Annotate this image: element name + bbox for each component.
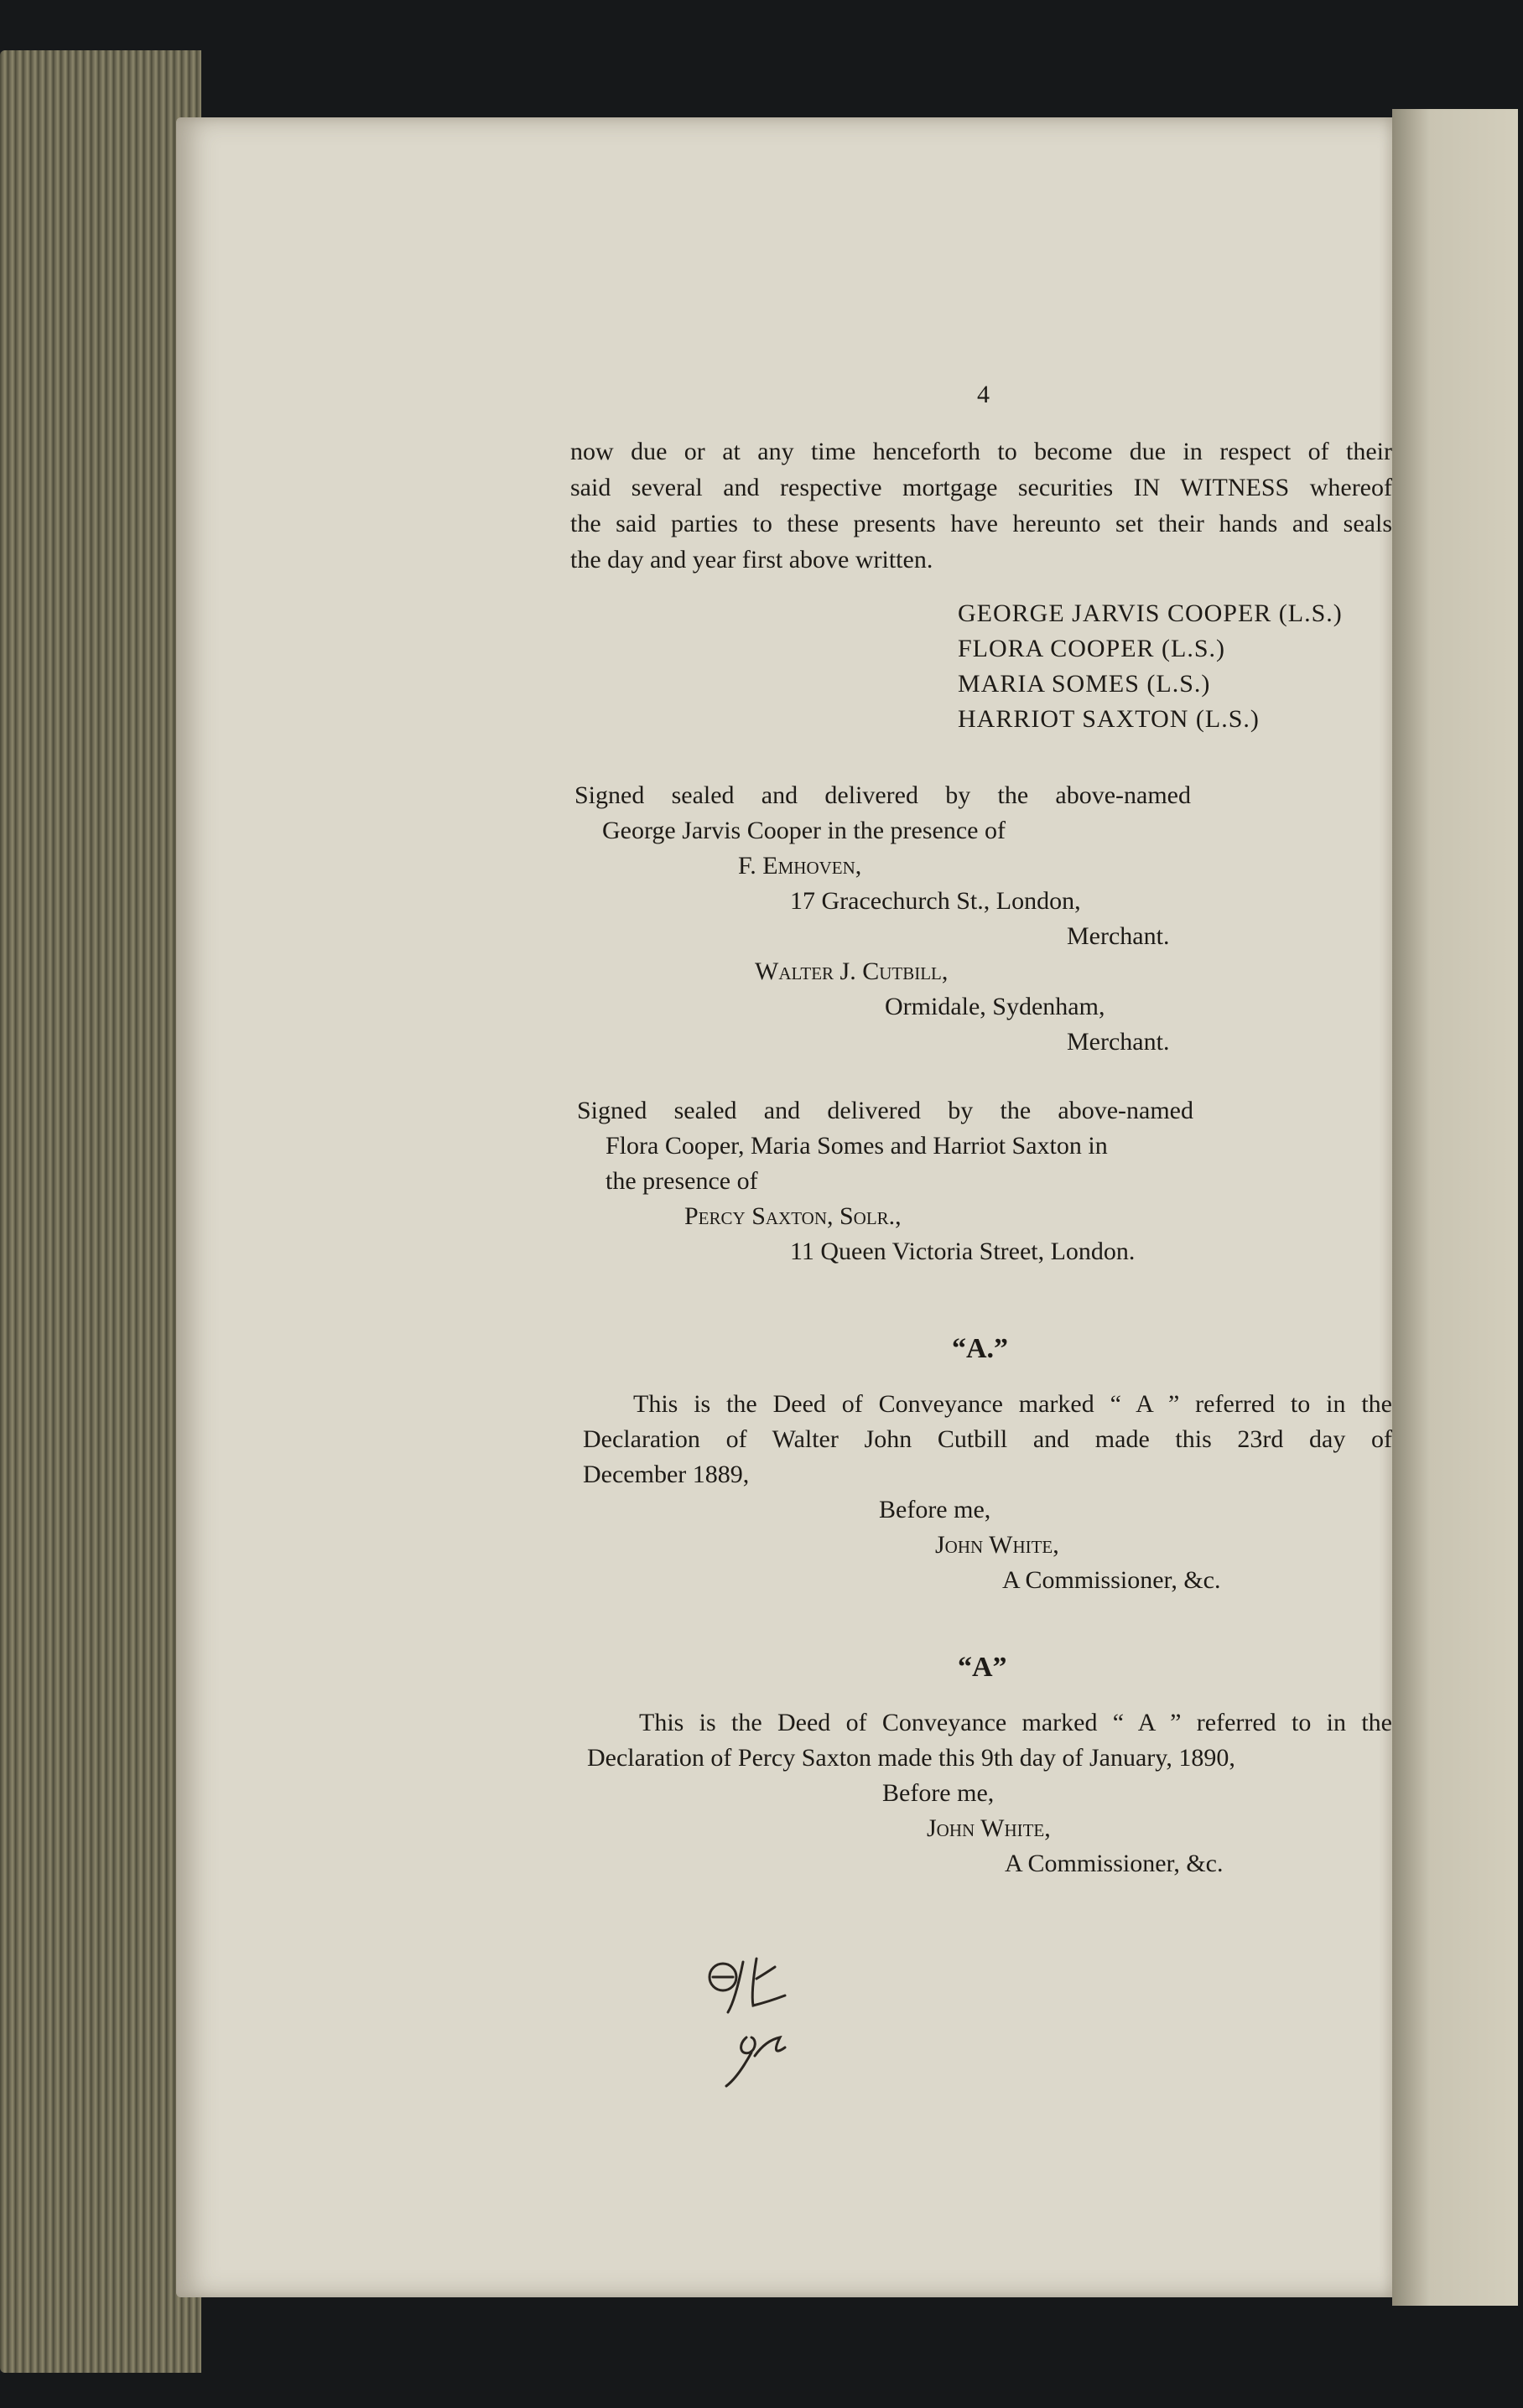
exhibit-heading: “A.” (952, 1333, 1009, 1364)
body-line: said several and respective mortgage securities IN WITNESS whereof (570, 474, 1392, 501)
body-line: the day and year first above written. (570, 546, 933, 573)
book-page-edges (0, 50, 201, 2373)
witness-address: 11 Queen Victoria Street, London. (790, 1238, 1136, 1265)
attestation-line: Signed sealed and delivered by the above-named (574, 781, 1191, 809)
attestation-line: the presence of (606, 1167, 758, 1195)
exhibit-heading: “A” (958, 1652, 1007, 1683)
document-page (176, 117, 1392, 2297)
attestation-line: Flora Cooper, Maria Somes and Harriot Saxton in (606, 1132, 1108, 1160)
witness-name: F. Emhoven, (738, 852, 862, 880)
witness-address: 17 Gracechurch St., London, (790, 887, 1081, 915)
exhibit-line: This is the Deed of Conveyance marked “ A ” referred to in the (633, 1390, 1392, 1418)
exhibit-line: December 1889, (583, 1461, 750, 1488)
commissioner-title: A Commissioner, &c. (1002, 1566, 1221, 1594)
page-number: 4 (977, 381, 990, 408)
signatory: MARIA SOMES (L.S.) (958, 670, 1211, 698)
facing-page (1392, 109, 1518, 2306)
body-line: now due or at any time henceforth to become due in respect of their (570, 438, 1392, 465)
exhibit-line: This is the Deed of Conveyance marked “ A ” referred to in the (639, 1709, 1392, 1736)
witness-name: Walter J. Cutbill, (755, 957, 949, 985)
witness-occupation: Merchant. (1067, 1028, 1170, 1056)
before-me: Before me, (879, 1496, 991, 1523)
before-me: Before me, (882, 1779, 995, 1807)
signatory: GEORGE JARVIS COOPER (L.S.) (958, 599, 1343, 627)
witness-occupation: Merchant. (1067, 922, 1170, 950)
attestation-line: Signed sealed and delivered by the above-named (577, 1097, 1193, 1124)
body-line: the said parties to these presents have hereunto set their hands and seals (570, 510, 1392, 537)
witness-name: Percy Saxton, Solr., (684, 1202, 902, 1230)
exhibit-line: Declaration of Walter John Cutbill and made this 23rd day of (583, 1425, 1392, 1453)
commissioner-name: John White, (935, 1531, 1059, 1559)
exhibit-line: Declaration of Percy Saxton made this 9th day of January, 1890, (587, 1744, 1235, 1772)
commissioner-title: A Commissioner, &c. (1005, 1850, 1224, 1877)
handwritten-initials-mark (704, 1945, 805, 2096)
attestation-line: George Jarvis Cooper in the presence of (602, 817, 1006, 844)
commissioner-name: John White, (927, 1814, 1051, 1842)
signatory: FLORA COOPER (L.S.) (958, 635, 1226, 662)
signatory: HARRIOT SAXTON (L.S.) (958, 705, 1260, 733)
witness-address: Ormidale, Sydenham, (885, 993, 1105, 1020)
